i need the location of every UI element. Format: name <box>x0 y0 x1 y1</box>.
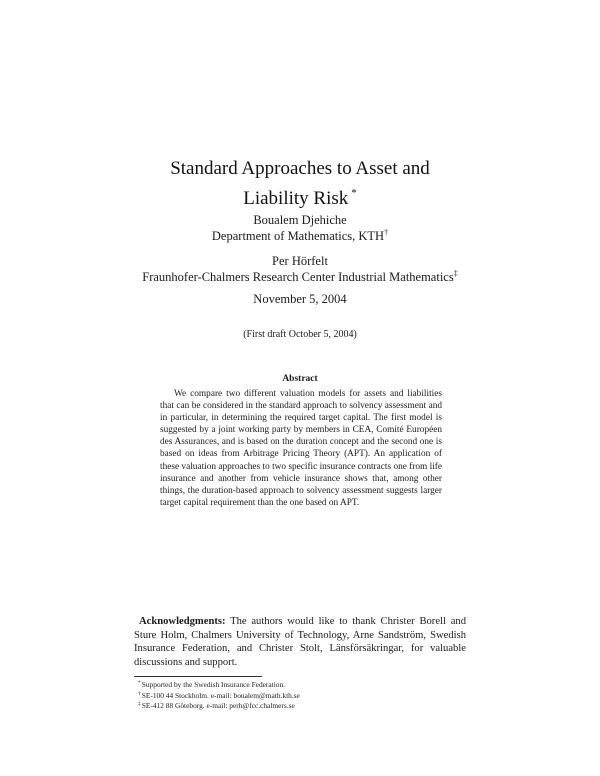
author-1-affiliation-text: Department of Mathematics, KTH <box>211 229 385 243</box>
paper-title <box>0 157 600 211</box>
abstract-body: We compare two different valuation models for assets and liabilities that can be considered in the standard approach to solvency assessment and in particular, in determining the required target capital. The first model is suggested by a joint working party by members in CEA, Comité Européen des Assurances, and is based on the duration concept and the second one is based on ideas from Arbitrage Pricing Theory (APT). An application of these valuation approaches to two specific insurance contracts one from life insurance and another from vehicle insurance shows that, among other things, the duration-based approach to solvency assessment suggests larger target capital requirement than the one based on APT. <box>160 389 442 508</box>
title-line-1: Standard Approaches to Asset and <box>170 158 430 179</box>
title-footnote-mark: * <box>351 187 357 199</box>
author-2-affiliation <box>0 269 600 285</box>
acknowledgments <box>134 615 466 669</box>
author-2-footnote-mark: ‡ <box>453 269 458 278</box>
author-1-name: Boualem Djehiche <box>253 213 347 227</box>
author-2-affiliation-text: Fraunhofer-Chalmers Research Center Industrial Mathematics <box>142 270 454 284</box>
footnote-1 <box>134 679 474 690</box>
author-2-name: Per Hörfelt <box>272 254 328 268</box>
footnote-1-mark: * <box>138 680 141 686</box>
footnote-2-mark: † <box>138 690 141 697</box>
author-1-footnote-mark: † <box>384 228 389 237</box>
paper-date: November 5, 2004 <box>253 292 347 306</box>
footnote-1-text: Supported by the Swedish Insurance Federation. <box>141 680 286 689</box>
footnotes <box>134 679 474 711</box>
footnote-2 <box>134 690 474 701</box>
first-draft-note: (First draft October 5, 2004) <box>243 329 357 340</box>
footnote-2-text: SE-100 44 Stockholm. e-mail: boualem@math.kth.se <box>141 690 300 700</box>
footnote-3-mark: ‡ <box>138 701 141 708</box>
footnote-3-text: SE-412 88 Göteborg. e-mail: perh@fcc.chalmers.se <box>141 701 295 711</box>
author-1-affiliation <box>0 228 600 244</box>
abstract-heading: Abstract <box>282 374 318 384</box>
footnote-divider <box>134 676 262 677</box>
title-line-2 <box>0 181 600 211</box>
title-line-2-text: Liability Risk <box>243 188 349 209</box>
footnote-3 <box>134 700 474 711</box>
acknowledgments-text: The authors would like to thank Christer Borell and Sture Holm, Chalmers University of Technology, Arne Sandström, Swedish Insurance Federation, and Christer Stolt, Länsförsäkringar, for valuable discussions and support. <box>134 616 466 668</box>
acknowledgments-label: Acknowledgments: <box>139 616 226 627</box>
